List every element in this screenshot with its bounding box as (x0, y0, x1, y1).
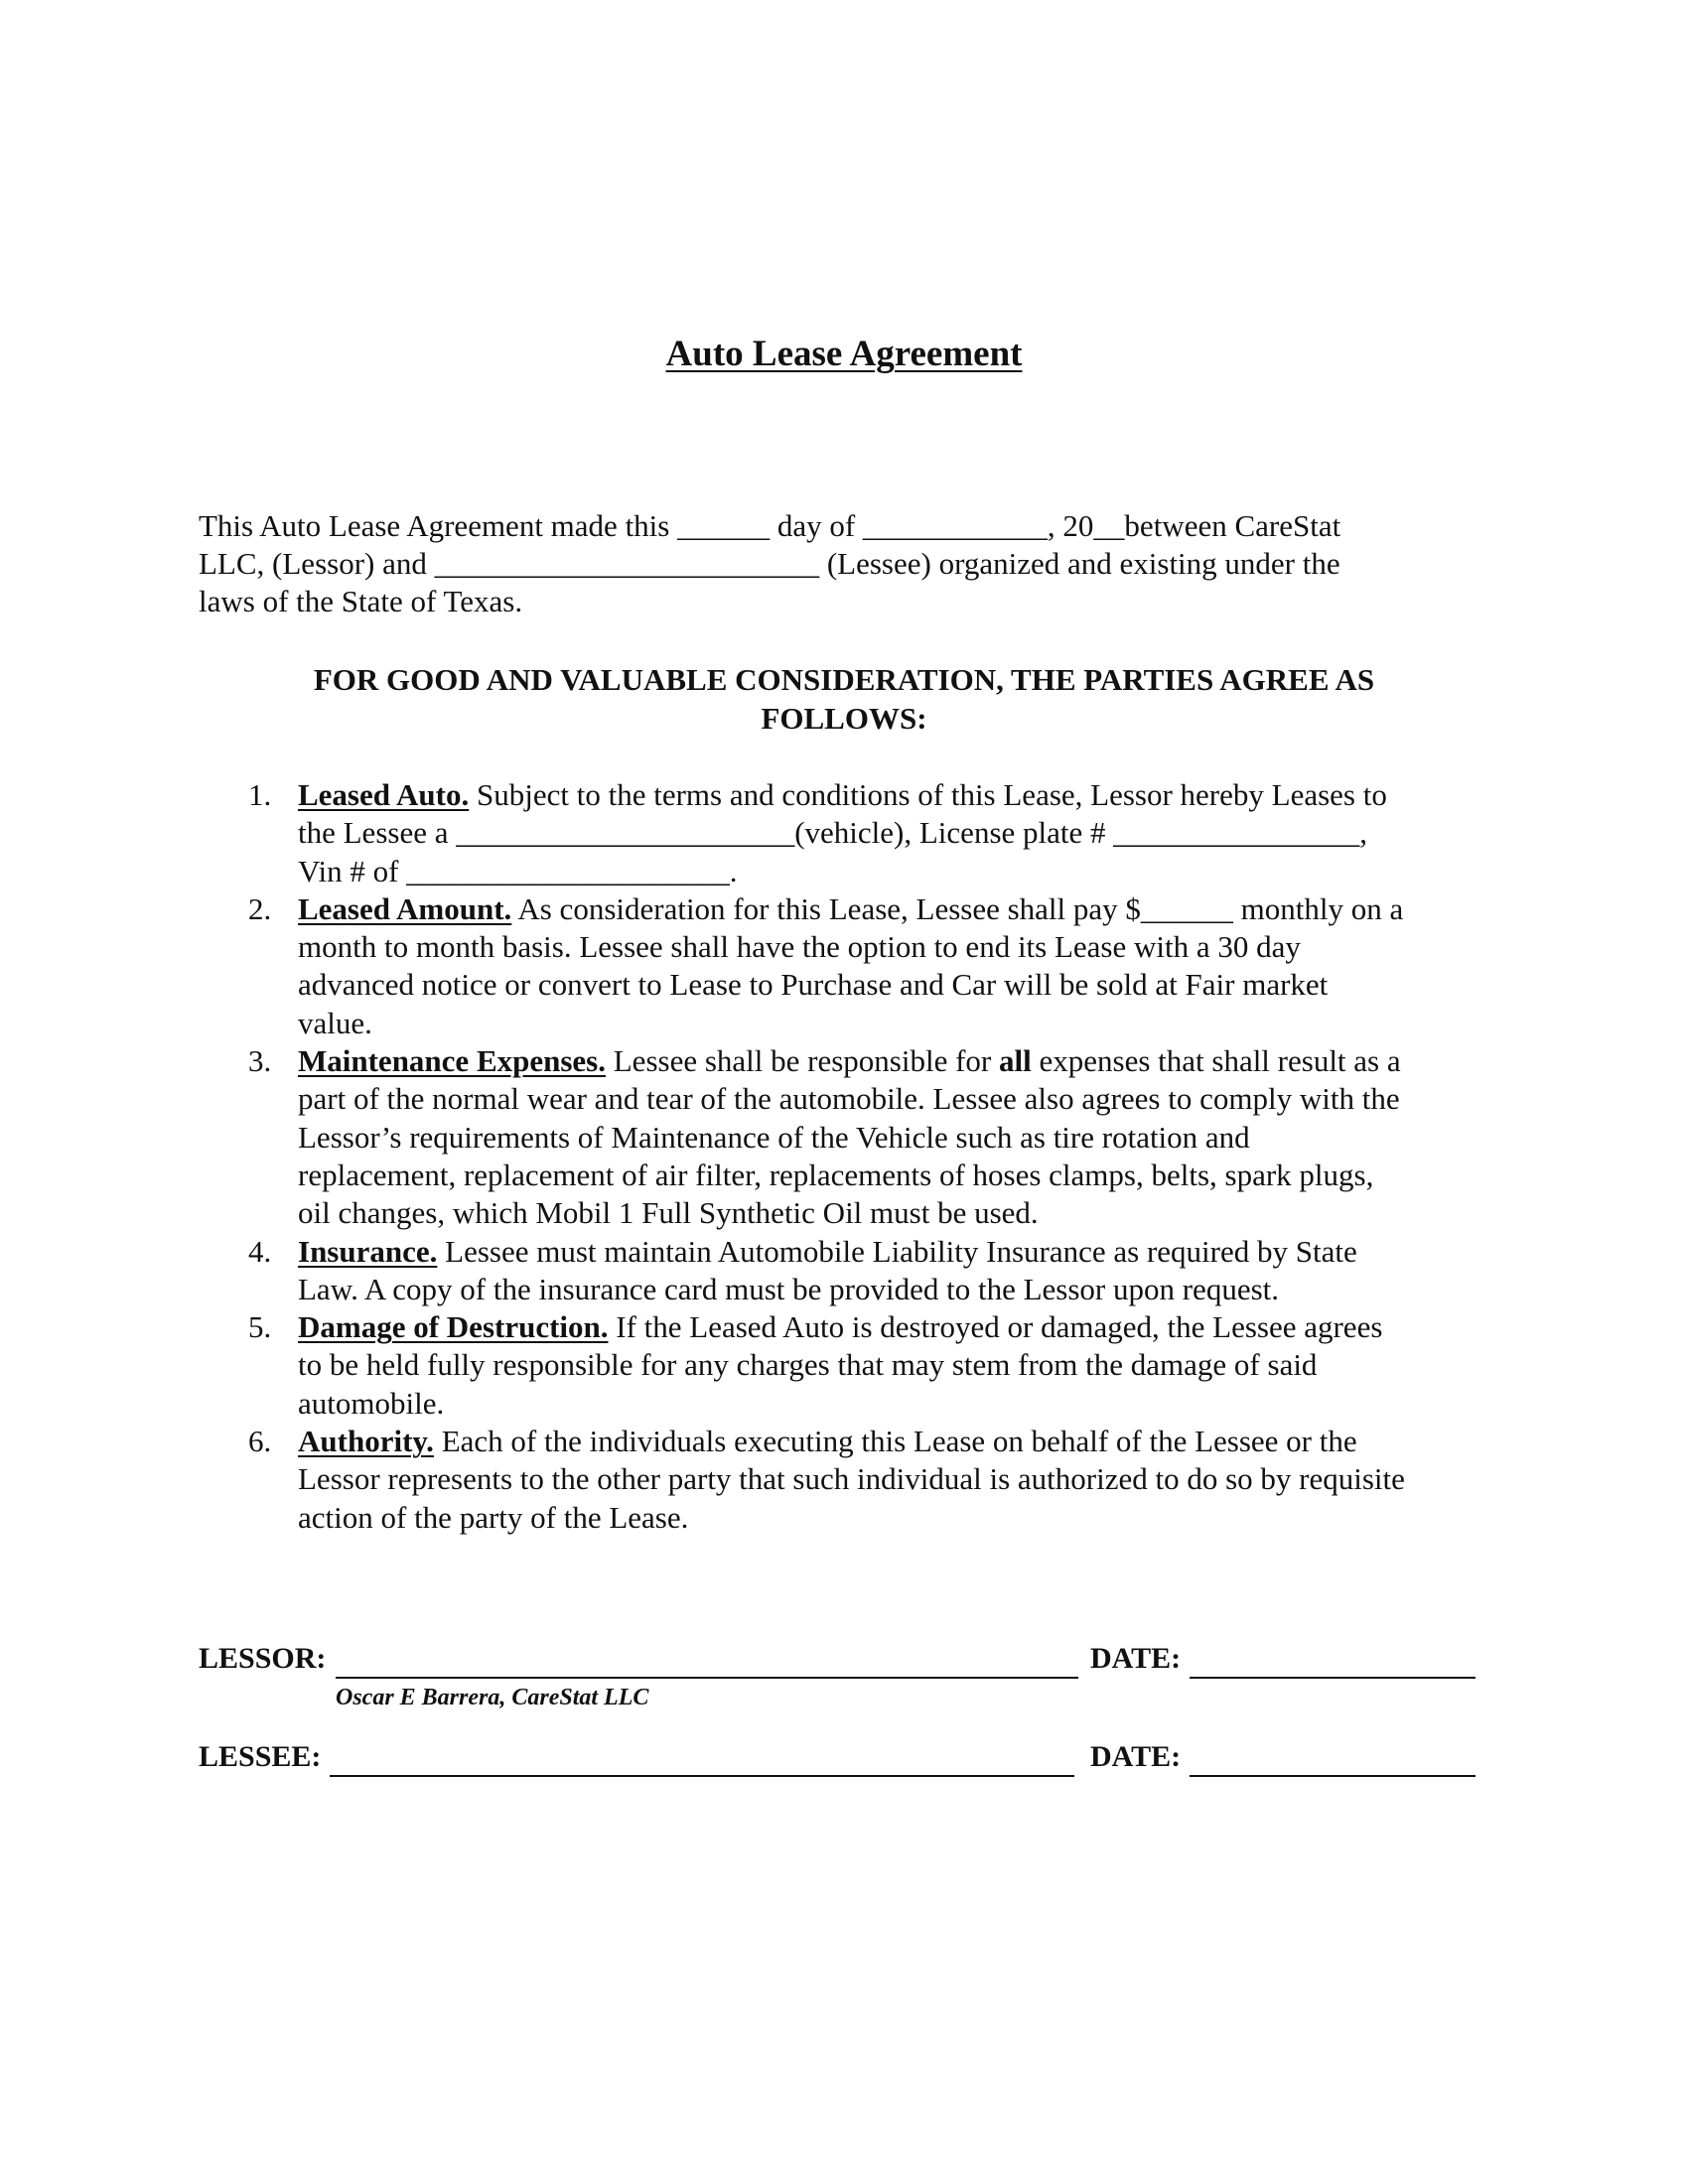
clause-text: expenses that shall result as a (1031, 1043, 1401, 1079)
clause-heading: Leased Amount. (298, 890, 512, 926)
lessor-signature-line[interactable] (336, 1677, 1078, 1679)
lessor-date-label: DATE: (1090, 1642, 1182, 1675)
emphasis-all: all (999, 1043, 1032, 1079)
clause-number: 2. (248, 890, 272, 926)
clause-line: replacement, replacement of air filter, replacements of hoses clamps, belts, spark plugs, (298, 1157, 1374, 1192)
clause-line: part of the normal wear and tear of the automobile. Lessee also agrees to comply with the (298, 1081, 1400, 1117)
clause-insurance (238, 1233, 1499, 1309)
intro-paragraph (199, 507, 1460, 620)
clause-list (238, 776, 1499, 1537)
lessor-date-line[interactable] (1190, 1677, 1476, 1679)
clause-number: 1. (248, 777, 272, 812)
clause-first-line (298, 776, 1499, 814)
intro-line: LLC, (Lessor) and _________________________ (Lessee) organized and existing under the (199, 546, 1340, 581)
clause-number: 4. (248, 1233, 272, 1269)
clause-text: As consideration for this Lease, Lessee shall pay $______ monthly on a (511, 890, 1404, 926)
intro-line: laws of the State of Texas. (199, 584, 523, 618)
lessee-label: LESSEE: (199, 1740, 322, 1773)
clause-line: advanced notice or convert to Lease to Purchase and Car will be sold at Fair market (298, 967, 1329, 1003)
clause-heading: Insurance. (298, 1233, 438, 1269)
lessor-signer-name: Oscar E Barrera, CareStat LLC (336, 1685, 649, 1710)
clause-line: Lessor represents to the other party that such individual is authorized to do so by requisite (298, 1461, 1405, 1497)
clause-text: Each of the individuals executing this Lease on behalf of the Lessee or the (433, 1424, 1357, 1459)
clause-line: automobile. (298, 1385, 445, 1421)
clause-heading: Authority. (298, 1424, 434, 1459)
clause-leased-amount (238, 890, 1499, 1042)
clause-leased-auto (238, 776, 1499, 890)
clause-first-line (298, 1042, 1499, 1080)
clause-first-line (298, 1308, 1499, 1346)
clause-heading: Maintenance Expenses. (298, 1043, 606, 1079)
heading-line: FOLLOWS: (761, 701, 927, 736)
clause-authority (238, 1423, 1499, 1537)
clause-line: oil changes, which Mobil 1 Full Synthetic Oil must be used. (298, 1195, 1039, 1231)
clause-number: 3. (248, 1043, 272, 1079)
clause-line: Vin # of _____________________. (298, 853, 738, 888)
clause-first-line (298, 1233, 1499, 1271)
lessee-date-label: DATE: (1090, 1740, 1182, 1773)
clause-text: Subject to the terms and conditions of this Lease, Lessor hereby Leases to (469, 777, 1387, 812)
clause-line: Lessor’s requirements of Maintenance of the Vehicle such as tire rotation and (298, 1119, 1250, 1155)
clause-heading: Damage of Destruction. (298, 1309, 609, 1345)
lessor-label: LESSOR: (199, 1642, 327, 1675)
clause-maintenance-expenses (238, 1042, 1499, 1232)
clause-first-line (298, 890, 1499, 928)
clause-text: If the Leased Auto is destroyed or damaged, the Lessee agrees (608, 1309, 1383, 1345)
clause-first-line (298, 1423, 1499, 1460)
clause-text: Lessee shall be responsible for (606, 1043, 999, 1079)
consideration-heading (199, 660, 1489, 738)
intro-line: This Auto Lease Agreement made this ______ day of ____________, 20__between CareStat (199, 508, 1341, 543)
clause-text: Lessee must maintain Automobile Liability Insurance as required by State (437, 1233, 1357, 1269)
document-title: Auto Lease Agreement (665, 334, 1023, 374)
lessee-signature-line[interactable] (330, 1775, 1074, 1777)
clause-damage-of-destruction (238, 1308, 1499, 1423)
clause-line: the Lessee a ______________________(vehicle), License plate # ________________, (298, 815, 1368, 851)
clause-number: 6. (248, 1424, 272, 1459)
clause-heading: Leased Auto. (298, 777, 470, 812)
clause-number: 5. (248, 1309, 272, 1345)
heading-line: FOR GOOD AND VALUABLE CONSIDERATION, THE PARTIES AGREE AS (313, 662, 1375, 697)
clause-line: value. (298, 1005, 372, 1040)
lessee-date-line[interactable] (1190, 1775, 1476, 1777)
clause-line: action of the party of the Lease. (298, 1499, 689, 1535)
clause-line: Law. A copy of the insurance card must be provided to the Lessor upon request. (298, 1271, 1280, 1306)
clause-line: to be held fully responsible for any charges that may stem from the damage of said (298, 1347, 1318, 1383)
clause-line: month to month basis. Lessee shall have the option to end its Lease with a 30 day (298, 929, 1301, 965)
